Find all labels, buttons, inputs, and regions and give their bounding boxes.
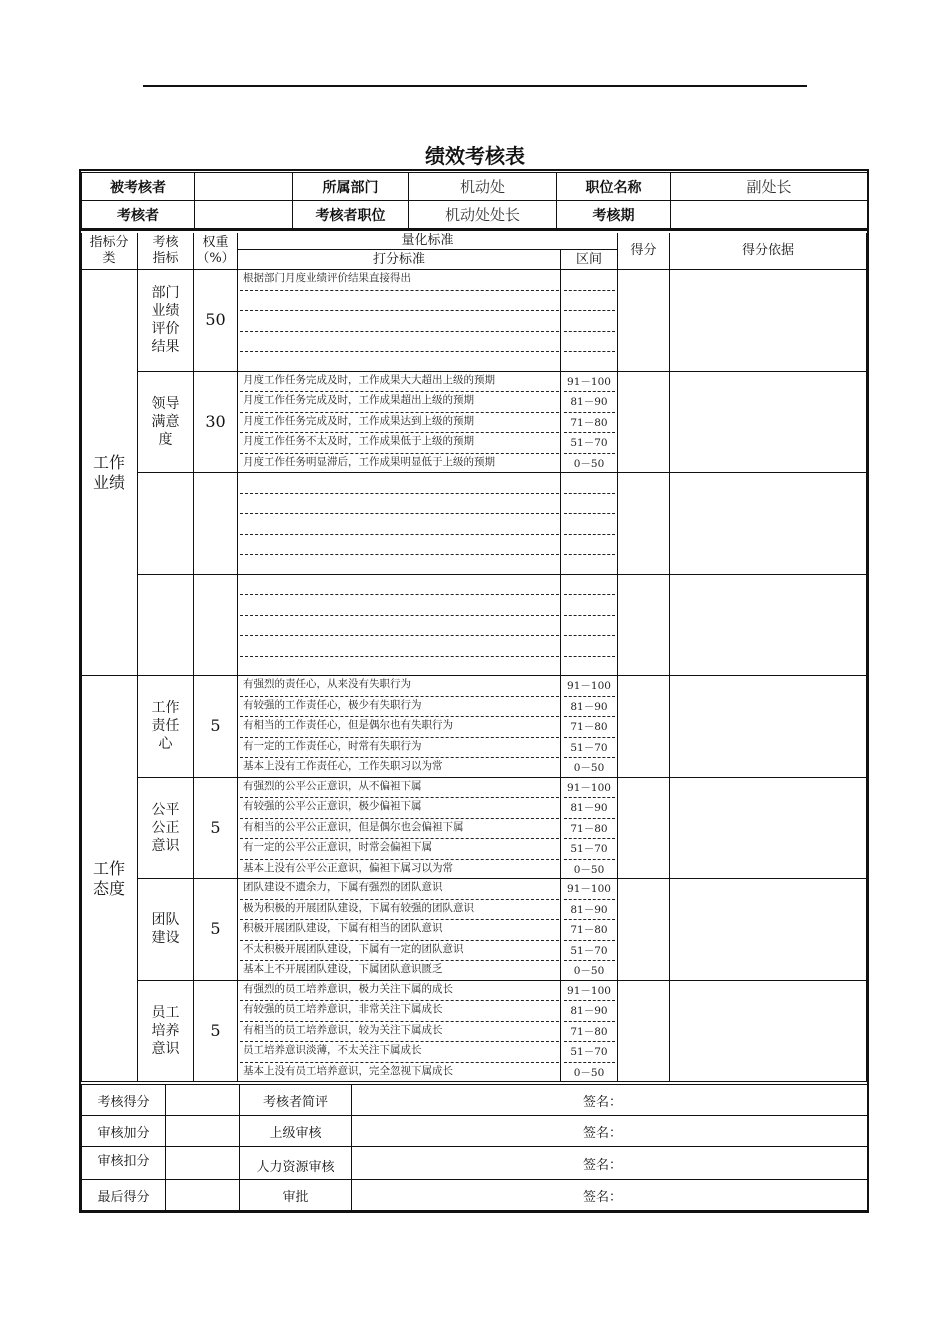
criteria-divider [240,940,559,941]
criteria-divider [240,797,559,798]
evaluatee-field[interactable] [195,173,293,201]
range-text: 91－100 [567,375,611,388]
range-text: 81－90 [570,396,608,408]
range-divider [564,757,615,758]
range-box [561,473,618,575]
footer-value-field[interactable] [166,1116,240,1147]
score-field[interactable] [618,270,670,372]
col-header-score: 得分 [618,233,670,270]
criteria-text: 有一定的公平公正意识，时常会偏袒下属 [243,841,432,853]
basis-field[interactable] [670,575,867,677]
indicator-name [138,473,194,575]
range-divider [564,797,615,798]
criteria-divider [240,310,559,311]
range-text: 71－80 [570,416,608,429]
criteria-text: 有较强的员工培养意识，非常关注下属成长 [243,1003,443,1015]
criteria-divider [240,290,559,291]
weight-value: 30 [194,372,238,474]
signature-field[interactable]: 签名： [352,1180,868,1211]
footer-row [82,1085,868,1116]
footer-review-label: 审批 [240,1180,352,1211]
indicator-name: 工作责任心 [138,676,194,778]
criteria-divider [240,737,559,738]
criteria-divider [240,960,559,961]
col-header-criteria: 打分标准 [238,250,561,270]
header-row-1 [82,173,868,201]
range-divider [564,818,615,819]
range-divider [564,1062,615,1063]
criteria-text: 有强烈的公平公正意识，从不偏袒下属 [243,779,422,792]
criteria-divider [240,696,559,697]
criteria-divider [240,432,559,433]
criteria-text: 积极开展团队建设，下属有相当的团队意识 [243,922,443,934]
range-divider [564,1021,615,1022]
footer-value-field[interactable] [166,1085,240,1116]
evaluator-position-label: 考核者职位 [293,201,409,229]
criteria-text: 根据部门月度业绩评价结果直接得出 [243,272,411,284]
weight-value [194,575,238,677]
range-divider [564,635,615,636]
criteria-divider [240,1000,559,1001]
criteria-text: 有较强的工作责任心，极少有失职行为 [243,698,422,711]
criteria-divider [240,554,559,555]
criteria-divider [240,899,559,900]
range-text: 71－80 [570,1025,608,1038]
criteria-divider [240,594,559,595]
range-box [561,575,618,677]
range-divider [564,391,615,392]
indicator-name: 公平公正意识 [138,778,194,880]
range-divider [564,737,615,738]
criteria-box [238,473,561,575]
header-row-2 [82,201,868,229]
footer-review-label: 上级审核 [240,1116,352,1147]
footer-block [81,1084,867,1211]
range-text: 81－90 [570,1005,608,1017]
indicator-name: 部门业绩评价结果 [138,270,194,372]
basis-field[interactable] [670,270,867,372]
criteria-divider [240,757,559,758]
range-text: 71－80 [570,721,608,733]
range-divider [564,594,615,595]
basis-field[interactable] [670,676,867,778]
header-separator [81,229,867,231]
range-divider [564,615,615,616]
criteria-text: 基本上不开展团队建设，下属团队意识匮乏 [243,963,443,975]
criteria-divider [240,859,559,860]
range-text: 0－50 [573,457,605,470]
range-divider [564,960,615,961]
range-text: 51－70 [570,741,608,754]
criteria-text: 基本上没有工作责任心，工作失职习以为常 [243,760,443,772]
range-text: 51－70 [570,843,608,855]
criteria-text: 有较强的公平公正意识，极少偏袒下属 [243,800,422,812]
basis-field[interactable] [670,981,867,1083]
range-text: 0－50 [573,965,605,977]
criteria-text: 员工培养意识淡薄，不太关注下属成长 [243,1044,422,1056]
position-label: 职位名称 [557,173,671,201]
footer-value-field[interactable] [166,1180,240,1211]
score-field[interactable] [618,372,670,474]
weight-value: 5 [194,879,238,981]
col-header-weight: 权重（%） [194,233,238,270]
criteria-divider [240,635,559,636]
footer-row [82,1116,868,1147]
range-text: 81－90 [570,700,608,713]
col-header-range: 区间 [561,250,618,270]
range-text: 51－70 [570,944,608,957]
signature-field[interactable]: 签名： [352,1085,868,1116]
criteria-divider [240,716,559,717]
criteria-text: 团队建设不遗余力，下属有强烈的团队意识 [243,881,443,893]
criteria-text: 有一定的工作责任心，时常有失职行为 [243,739,422,752]
category-cell: 工作业绩 [81,270,138,676]
evaluatee-label: 被考核者 [82,173,195,201]
criteria-text: 月度工作任务完成及时，工作成果超出上级的预期 [243,394,474,406]
basis-field[interactable] [670,473,867,575]
footer-label: 审核扣分 [82,1147,166,1180]
indicator-name: 团队建设 [138,879,194,981]
range-text: 91－100 [567,680,611,692]
range-text: 0－50 [573,1066,605,1079]
evaluator-label: 考核者 [82,201,195,229]
score-field[interactable] [618,778,670,880]
range-text: 91－100 [567,883,611,895]
criteria-divider [240,493,559,494]
basis-field[interactable] [670,372,867,474]
range-divider [564,859,615,860]
range-divider [564,493,615,494]
criteria-text: 极为积极的开展团队建设，下属有较强的团队意识 [243,901,474,914]
range-box [561,270,618,372]
header-block [81,172,867,229]
dept-field[interactable]: 机动处 [409,173,557,201]
criteria-divider [240,1021,559,1022]
range-divider [564,1041,615,1042]
range-divider [564,716,615,717]
range-divider [564,696,615,697]
range-divider [564,453,615,454]
criteria-divider [240,1041,559,1042]
criteria-text: 月度工作任务不太及时，工作成果低于上级的预期 [243,435,474,447]
range-divider [564,534,615,535]
col-header-indicator: 考核指标 [138,233,194,270]
range-divider [564,310,615,311]
criteria-text: 有强烈的员工培养意识，极力关注下属的成长 [243,982,453,995]
criteria-divider [240,534,559,535]
range-divider [564,513,615,514]
range-text: 81－90 [570,903,608,916]
weight-value: 5 [194,676,238,778]
criteria-divider [240,838,559,839]
range-text: 0－50 [573,762,605,774]
range-divider [564,412,615,413]
range-text: 71－80 [570,924,608,936]
score-field[interactable] [618,981,670,1083]
range-text: 71－80 [570,822,608,835]
footer-label: 审核加分 [82,1116,166,1147]
indicator-name: 员工培养意识 [138,981,194,1083]
signature-field[interactable]: 签名： [352,1147,868,1180]
page-title: 绩效考核表 [425,144,525,168]
evaluator-position-field[interactable]: 机动处处长 [409,201,557,229]
criteria-box [238,270,561,372]
range-text: 91－100 [567,984,611,997]
criteria-divider [240,412,559,413]
footer-label: 最后得分 [82,1180,166,1211]
range-text: 51－70 [570,437,608,449]
range-text: 51－70 [570,1046,608,1058]
footer-review-label: 考核者简评 [240,1085,352,1116]
criteria-text: 不太积极开展团队建设，下属有一定的团队意识 [243,942,464,955]
criteria-box [238,575,561,677]
criteria-divider [240,1062,559,1063]
period-field[interactable] [671,201,868,229]
score-field[interactable] [618,473,670,575]
range-divider [564,351,615,352]
criteria-text: 月度工作任务明显滞后，工作成果明显低于上级的预期 [243,455,495,468]
weight-value: 5 [194,778,238,880]
footer-review-label: 人力资源审核 [240,1147,352,1180]
position-field[interactable]: 副处长 [671,173,868,201]
dept-label: 所属部门 [293,173,409,201]
range-divider [564,656,615,657]
footer-row [82,1180,868,1211]
criteria-text: 基本上没有员工培养意识，完全忽视下属成长 [243,1064,453,1077]
weight-value [194,473,238,575]
range-divider [564,1000,615,1001]
category-cell: 工作态度 [81,676,138,1082]
range-text: 0－50 [573,863,605,876]
indicator-name [138,575,194,677]
footer-value-field[interactable] [166,1147,240,1180]
col-header-category: 指标分类 [81,233,138,270]
criteria-text: 有相当的公平公正意识，但是偶尔也会偏袒下属 [243,820,464,833]
range-divider [564,919,615,920]
criteria-divider [240,331,559,332]
period-label: 考核期 [557,201,671,229]
range-divider [564,899,615,900]
criteria-text: 基本上没有公平公正意识，偏袒下属习以为常 [243,861,453,874]
criteria-text: 有相当的工作责任心，但是偶尔也有失职行为 [243,719,453,731]
criteria-divider [240,919,559,920]
basis-field[interactable] [670,778,867,880]
range-text: 81－90 [570,802,608,814]
range-divider [564,940,615,941]
indicator-name: 领导满意度 [138,372,194,474]
criteria-text: 有相当的员工培养意识，较为关注下属成长 [243,1023,443,1036]
criteria-text: 月度工作任务完成及时，工作成果达到上级的预期 [243,414,474,427]
criteria-divider [240,453,559,454]
range-divider [564,838,615,839]
score-field[interactable] [618,575,670,677]
range-divider [564,554,615,555]
range-text: 91－100 [567,781,611,794]
criteria-divider [240,656,559,657]
footer-row [82,1147,868,1180]
criteria-divider [240,351,559,352]
basis-field[interactable] [670,879,867,981]
range-divider [564,290,615,291]
weight-value: 5 [194,981,238,1083]
range-divider [564,432,615,433]
col-header-basis: 得分依据 [670,233,867,270]
criteria-divider [240,391,559,392]
signature-field[interactable]: 签名： [352,1116,868,1147]
score-field[interactable] [618,879,670,981]
top-rule [143,85,807,87]
criteria-text: 月度工作任务完成及时，工作成果大大超出上级的预期 [243,373,495,386]
range-divider [564,331,615,332]
criteria-divider [240,615,559,616]
weight-value: 50 [194,270,238,372]
criteria-text: 有强烈的责任心，从来没有失职行为 [243,678,411,690]
evaluator-field[interactable] [195,201,293,229]
footer-label: 考核得分 [82,1085,166,1116]
criteria-divider [240,818,559,819]
criteria-divider [240,513,559,514]
col-header-quant: 量化标准 [238,233,618,250]
score-field[interactable] [618,676,670,778]
